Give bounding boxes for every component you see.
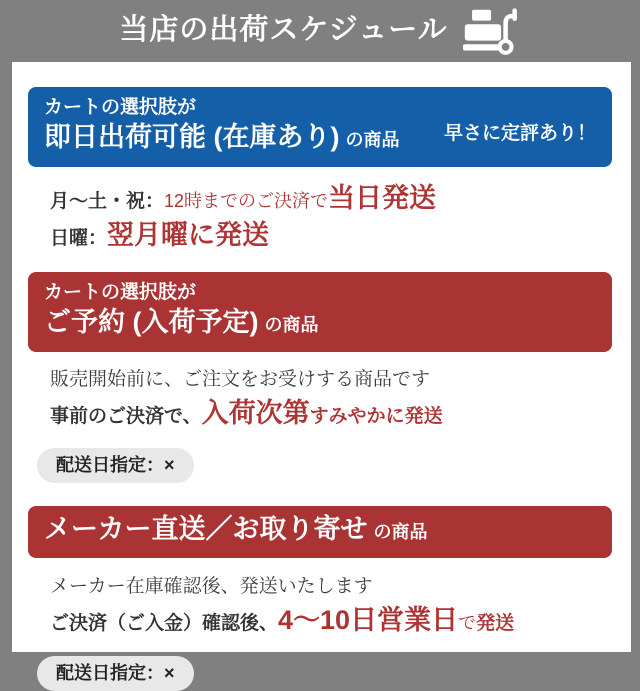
banner-maker-direct: [28, 506, 612, 558]
detail-line: ご決済（ご入金）確認後、4〜10日営業日で発送: [50, 605, 515, 635]
page-title: 当店の出荷スケジュール: [119, 13, 448, 46]
banner-title-main: メーカー直送／お取り寄せ: [44, 514, 368, 544]
detail-line: 日曜：翌月曜に発送: [50, 220, 270, 250]
banner-title-suffix: の商品: [345, 130, 400, 150]
delivery-date-badge: 配送日指定：×: [37, 656, 194, 691]
banner-title-main: 即日出荷可能 (在庫あり): [44, 122, 340, 152]
hand-truck-icon: [463, 8, 521, 55]
banner-title: [44, 307, 596, 341]
detail-line: 事前のご決済で、入荷次第すみやかに発送: [50, 398, 443, 428]
same-day-shipping-details: [50, 182, 611, 256]
banner-title-suffix: の商品: [264, 315, 319, 335]
banner-side-note: 早さに定評あり！: [443, 123, 596, 144]
banner-preorder: [28, 272, 612, 352]
banner-title-suffix: の商品: [373, 522, 428, 542]
detail-line: 販売開始前に、ご注文をお受けする商品です: [50, 369, 431, 390]
delivery-date-badge: 配送日指定：×: [37, 448, 194, 483]
maker-direct-details: [50, 570, 611, 641]
header: [0, 0, 640, 62]
detail-line: 月〜土・祝：12時までのご決済で当日発送: [50, 183, 437, 213]
preorder-details: [50, 363, 611, 434]
banner-subtitle: カートの選択肢が: [44, 97, 197, 118]
banner-title: [44, 514, 596, 548]
content-panel: [12, 62, 631, 683]
delivery-date-pill-row: [37, 448, 631, 483]
detail-line: メーカー在庫確認後、発送いたします: [50, 576, 373, 597]
delivery-date-pill-row: [37, 656, 631, 691]
banner-subtitle: カートの選択肢が: [44, 282, 197, 303]
banner-title-main: ご予約 (入荷予定): [44, 307, 259, 337]
banner-same-day-shipping: [28, 87, 612, 167]
